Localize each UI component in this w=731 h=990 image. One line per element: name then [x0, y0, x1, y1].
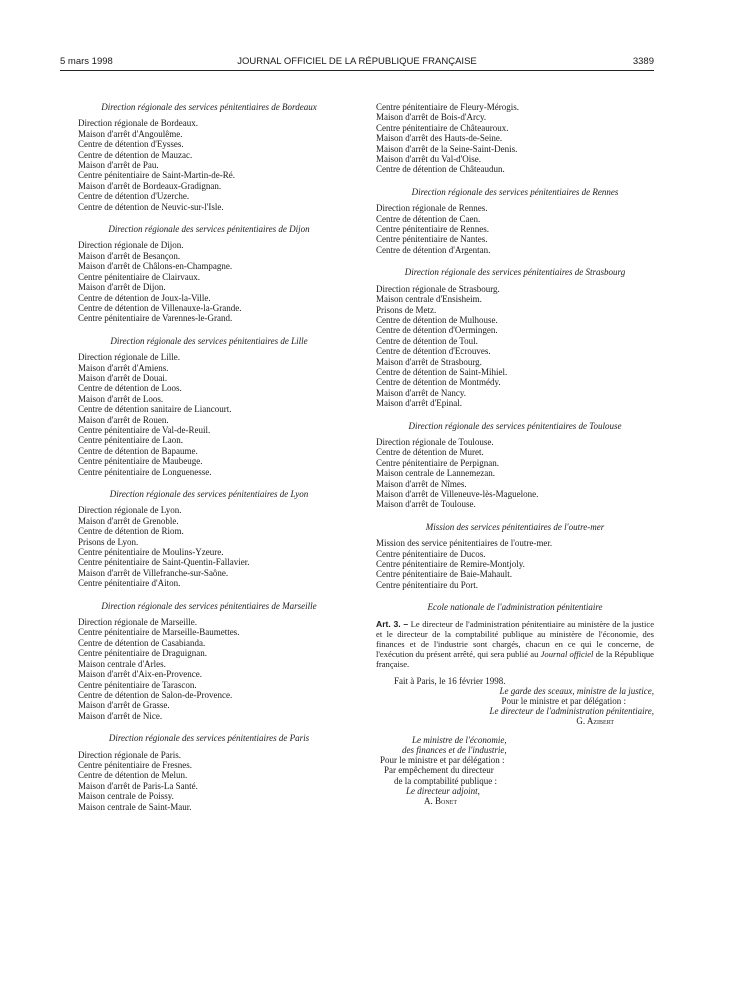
entry-list	[376, 437, 654, 510]
list-item: Centre de détention d'Uzerche.	[78, 191, 190, 202]
list-item: Centre pénitentiaire de Ducos.	[376, 548, 486, 559]
list-item: Centre de détention sanitaire de Liancourt.	[78, 404, 232, 415]
eco-title-2: des finances et de l'industrie,	[402, 744, 507, 755]
list-item: Centre pénitentiaire de Laon.	[78, 435, 183, 446]
list-item: Maison d'arrêt de Villeneuve-lès-Maguelone.	[376, 489, 539, 499]
entry-list	[376, 538, 654, 590]
section-lille	[78, 336, 340, 477]
list-item: Maison d'arrêt de Besançon.	[78, 250, 181, 261]
list-item: Centre de détention de Neuvic-sur-l'Isle.	[78, 201, 224, 212]
article-text-after: de la République française.	[376, 649, 654, 670]
list-item: Centre de détention d'Oermingen.	[376, 325, 498, 336]
entry-list	[78, 617, 340, 721]
entry-list	[78, 240, 340, 323]
list-item: Maison d'arrêt de Dijon.	[78, 282, 166, 293]
list-item: Centre de détention de Saint-Mihiel.	[376, 366, 508, 377]
section-marseille	[78, 601, 340, 721]
list-item: Maison centrale de Poissy.	[78, 791, 174, 802]
eco-delegation: Pour le ministre et par délégation :	[380, 755, 505, 766]
list-item: Centre pénitentiaire de Moulins-Yzeure.	[78, 547, 224, 558]
list-item: Maison centrale de Saint-Maur.	[78, 801, 192, 812]
list-item: Centre de détention de Bapaume.	[78, 445, 198, 456]
list-item: Centre de détention de Caen.	[376, 213, 481, 224]
section-title: Ecole nationale de l'administration pénitentiaire	[427, 602, 603, 613]
list-item: Maison d'arrêt de Rouen.	[78, 414, 169, 425]
list-item: Prisons de Metz.	[376, 304, 437, 315]
list-item: Centre de détention d'Eysses.	[78, 139, 184, 150]
section-rennes	[376, 187, 654, 255]
garde-title: Le garde des sceaux, ministre de la justice,	[499, 685, 654, 696]
page-header	[60, 54, 654, 71]
list-item: Maison d'arrêt de Paris-La Santé.	[78, 780, 198, 791]
list-item: Centre pénitentiaire de Varennes-le-Grand.	[78, 313, 233, 324]
entry-list	[376, 284, 654, 409]
list-item: Maison d'arrêt de la Seine-Saint-Denis.	[376, 143, 518, 154]
list-item: Maison d'arrêt de Toulouse.	[376, 499, 476, 510]
entry-list	[78, 118, 340, 212]
list-item: Centre pénitentiaire de Marseille-Baumettes.	[78, 627, 240, 638]
list-item: Centre de détention de Loos.	[78, 383, 182, 394]
list-item: Maison centrale d'Ensisheim.	[376, 294, 482, 305]
section-title: Direction régionale des services pénitentiaires de Lille	[110, 335, 308, 346]
list-item: Centre pénitentiaire de Baie-Mahault.	[376, 569, 512, 580]
left-column	[78, 102, 340, 812]
list-item: Direction régionale de Toulouse.	[376, 436, 494, 447]
list-item: Centre de détention de Mauzac.	[78, 149, 193, 160]
list-item: Centre pénitentiaire de Val-de-Reuil.	[78, 424, 211, 435]
list-item: Maison d'arrêt de Loos.	[78, 393, 164, 404]
list-item: Centre pénitentiaire de Fresnes.	[78, 759, 192, 770]
list-item: Maison d'arrêt des Hauts-de-Seine.	[376, 133, 503, 144]
list-item: Maison d'arrêt de Bordeaux-Gradignan.	[78, 180, 222, 191]
right-column	[376, 102, 654, 806]
list-item: Direction régionale de Rennes.	[376, 203, 488, 214]
section-bordeaux	[78, 102, 340, 212]
list-item: Centre pénitentiaire de Châteauroux.	[376, 122, 509, 133]
list-item: Centre de détention de Riom.	[78, 526, 184, 537]
header-page-number: 3389	[632, 56, 654, 67]
list-item: Maison d'arrêt d'Epinal.	[376, 398, 462, 409]
section-ecole	[376, 602, 654, 806]
section-lyon	[78, 489, 340, 589]
list-item: Maison d'arrêt de Pau.	[78, 160, 159, 171]
list-item: Centre de détention de Villenauxe-la-Grande.	[78, 302, 242, 313]
list-item: Direction régionale de Dijon.	[78, 240, 184, 251]
list-item: Centre de détention de Toul.	[376, 335, 478, 346]
article-3	[376, 619, 654, 670]
list-item: Maison centrale de Lannemezan.	[376, 468, 495, 479]
list-item: Maison d'arrêt de Bois-d'Arcy.	[376, 112, 487, 123]
section-strasbourg	[376, 267, 654, 408]
list-item: Centre de détention de Melun.	[78, 770, 188, 781]
list-item: Centre pénitentiaire de Longuenesse.	[78, 466, 212, 477]
list-item: Maison d'arrêt du Val-d'Oise.	[376, 154, 482, 165]
list-item: Centre pénitentiaire d'Aiton.	[78, 578, 181, 589]
list-item: Direction régionale de Marseille.	[78, 617, 197, 628]
list-item: Centre pénitentiaire de Saint-Quentin-Fallavier.	[78, 557, 250, 568]
list-item: Maison d'arrêt de Grenoble.	[78, 515, 179, 526]
eco-signatory-name: A. Bonet	[424, 795, 457, 806]
list-item: Centre de détention de Châteaudun.	[376, 164, 505, 175]
done-at-line: Fait à Paris, le 16 février 1998.	[394, 675, 506, 686]
article-text-before: Le directeur de l'administration pénitentiaire au ministère de la justice et le directeur de la comptabilité publique au ministère de l'économie, des finances et de l'industrie sont chargés, chacun en ce qui le concerne, de l'exécution du présent arrêté, qui sera publié au	[376, 618, 655, 660]
section-title: Direction régionale des services pénitentiaires de Paris	[108, 733, 310, 744]
list-item: Centre pénitentiaire de Nantes.	[376, 234, 488, 245]
section-title: Direction régionale des services pénitentiaires de Rennes	[411, 186, 619, 197]
list-item: Direction régionale de Lille.	[78, 352, 180, 363]
list-item: Centre pénitentiaire de Maubeuge.	[78, 456, 203, 467]
list-item: Centre pénitentiaire de Rennes.	[376, 224, 489, 235]
list-item: Centre pénitentiaire de Tarascon.	[78, 679, 197, 690]
entry-list	[376, 203, 654, 255]
entry-list	[78, 352, 340, 477]
section-toulouse	[376, 421, 654, 510]
list-item: Centre de détention de Casabianda.	[78, 637, 206, 648]
list-item: Maison d'arrêt de Villefranche-sur-Saône.	[78, 567, 229, 578]
eco-title-1: Le ministre de l'économie,	[412, 734, 507, 745]
list-item: Centre pénitentiaire de Saint-Martin-de-Ré.	[78, 170, 235, 181]
entry-list	[376, 102, 654, 175]
section-title: Mission des services pénitentiaires de l'outre-mer	[425, 521, 605, 532]
list-item: Maison d'arrêt de Nîmes.	[376, 478, 467, 489]
list-item: Direction régionale de Strasbourg.	[376, 283, 500, 294]
section-paris-continued	[376, 102, 654, 175]
section-paris	[78, 733, 340, 812]
eco-impediment-2: de la comptabilité publique :	[394, 775, 497, 786]
list-item: Centre pénitentiaire de Draguignan.	[78, 648, 207, 659]
list-item: Direction régionale de Paris.	[78, 749, 181, 760]
section-title: Direction régionale des services pénitentiaires de Bordeaux	[101, 102, 317, 112]
list-item: Mission des service pénitentiaires de l'outre-mer.	[376, 538, 553, 549]
section-title: Direction régionale des services pénitentiaires de Strasbourg	[404, 267, 626, 278]
list-item: Maison d'arrêt de Nice.	[78, 710, 163, 721]
article-journal-name: Journal officiel	[540, 649, 594, 660]
section-dijon	[78, 224, 340, 324]
list-item: Direction régionale de Bordeaux.	[78, 118, 198, 129]
section-title: Direction régionale des services pénitentiaires de Toulouse	[408, 420, 622, 431]
list-item: Centre de détention de Muret.	[376, 447, 484, 458]
list-item: Maison d'arrêt de Nancy.	[376, 387, 467, 398]
list-item: Direction régionale de Lyon.	[78, 505, 182, 516]
section-outremer	[376, 522, 654, 590]
list-item: Maison d'arrêt de Châlons-en-Champagne.	[78, 261, 233, 272]
list-item: Centre de détention d'Ecrouves.	[376, 346, 491, 357]
section-title: Direction régionale des services pénitentiaires de Dijon	[108, 224, 310, 235]
signature-block	[376, 676, 654, 806]
list-item: Centre de détention d'Argentan.	[376, 244, 491, 255]
garde-delegation: Pour le ministre et par délégation :	[501, 696, 626, 707]
list-item: Maison d'arrêt d'Aix-en-Provence.	[78, 669, 202, 680]
section-title: Direction régionale des services pénitentiaires de Marseille	[101, 600, 317, 611]
header-date: 5 mars 1998	[60, 56, 113, 67]
list-item: Centre pénitentiaire du Port.	[376, 579, 478, 590]
eco-impediment-1: Par empêchement du directeur	[384, 765, 494, 776]
garde-director: Le directeur de l'administration pénitentiaire,	[489, 706, 654, 717]
list-item: Centre de détention de Mulhouse.	[376, 314, 498, 325]
article-label: Art. 3. –	[376, 618, 409, 629]
entry-list	[78, 505, 340, 588]
list-item: Centre pénitentiaire de Remire-Montjoly.	[376, 559, 525, 570]
list-item: Centre pénitentiaire de Clairvaux.	[78, 271, 200, 282]
header-journal-title: JOURNAL OFFICIEL DE LA RÉPUBLIQUE FRANÇAISE	[237, 56, 477, 67]
list-item: Centre pénitentiaire de Fleury-Mérogis.	[376, 102, 519, 112]
list-item: Maison d'arrêt de Strasbourg.	[376, 356, 482, 367]
eco-deputy: Le directeur adjoint,	[406, 785, 480, 796]
list-item: Centre de détention de Montmédy.	[376, 377, 501, 388]
entry-list	[78, 750, 340, 812]
list-item: Centre de détention de Salon-de-Provence.	[78, 689, 233, 700]
list-item: Centre de détention de Joux-la-Ville.	[78, 292, 211, 303]
section-title: Direction régionale des services pénitentiaires de Lyon	[109, 489, 309, 499]
list-item: Maison d'arrêt d'Amiens.	[78, 362, 169, 373]
list-item: Centre pénitentiaire de Perpignan.	[376, 457, 499, 468]
list-item: Maison centrale d'Arles.	[78, 658, 166, 669]
list-item: Maison d'arrêt de Grasse.	[78, 700, 170, 711]
list-item: Prisons de Lyon.	[78, 536, 139, 547]
list-item: Maison d'arrêt de Douai.	[78, 372, 168, 383]
garde-signatory-name: G. Azibert	[576, 716, 614, 727]
list-item: Maison d'arrêt d'Angoulême.	[78, 128, 183, 139]
economy-signature	[376, 735, 654, 806]
